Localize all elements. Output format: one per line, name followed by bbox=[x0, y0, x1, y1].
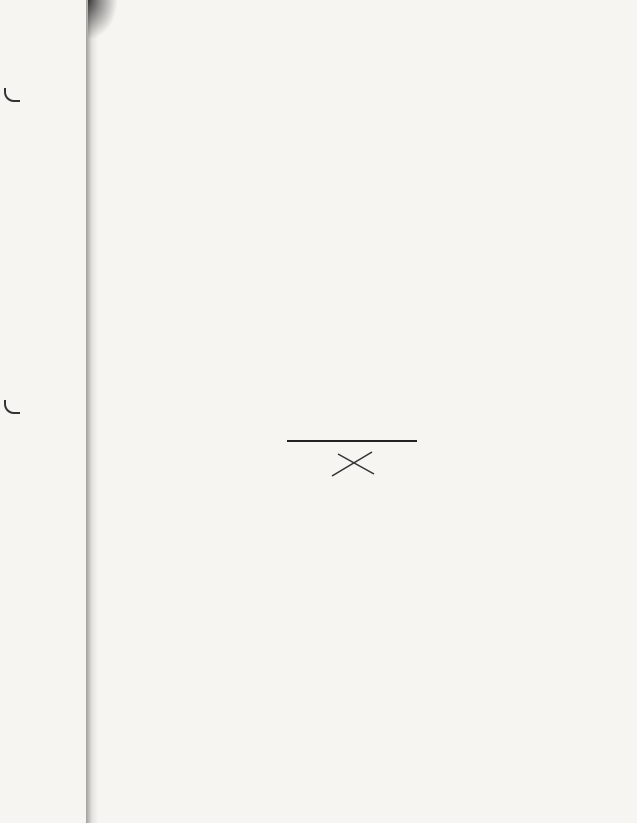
binding-shadow-top bbox=[88, 0, 118, 40]
handwritten-cross-out bbox=[328, 450, 378, 478]
section-divider bbox=[287, 440, 417, 442]
transcript-bottom bbox=[112, 485, 532, 508]
binding-shadow bbox=[86, 0, 98, 823]
intro-paragraph bbox=[112, 485, 532, 497]
